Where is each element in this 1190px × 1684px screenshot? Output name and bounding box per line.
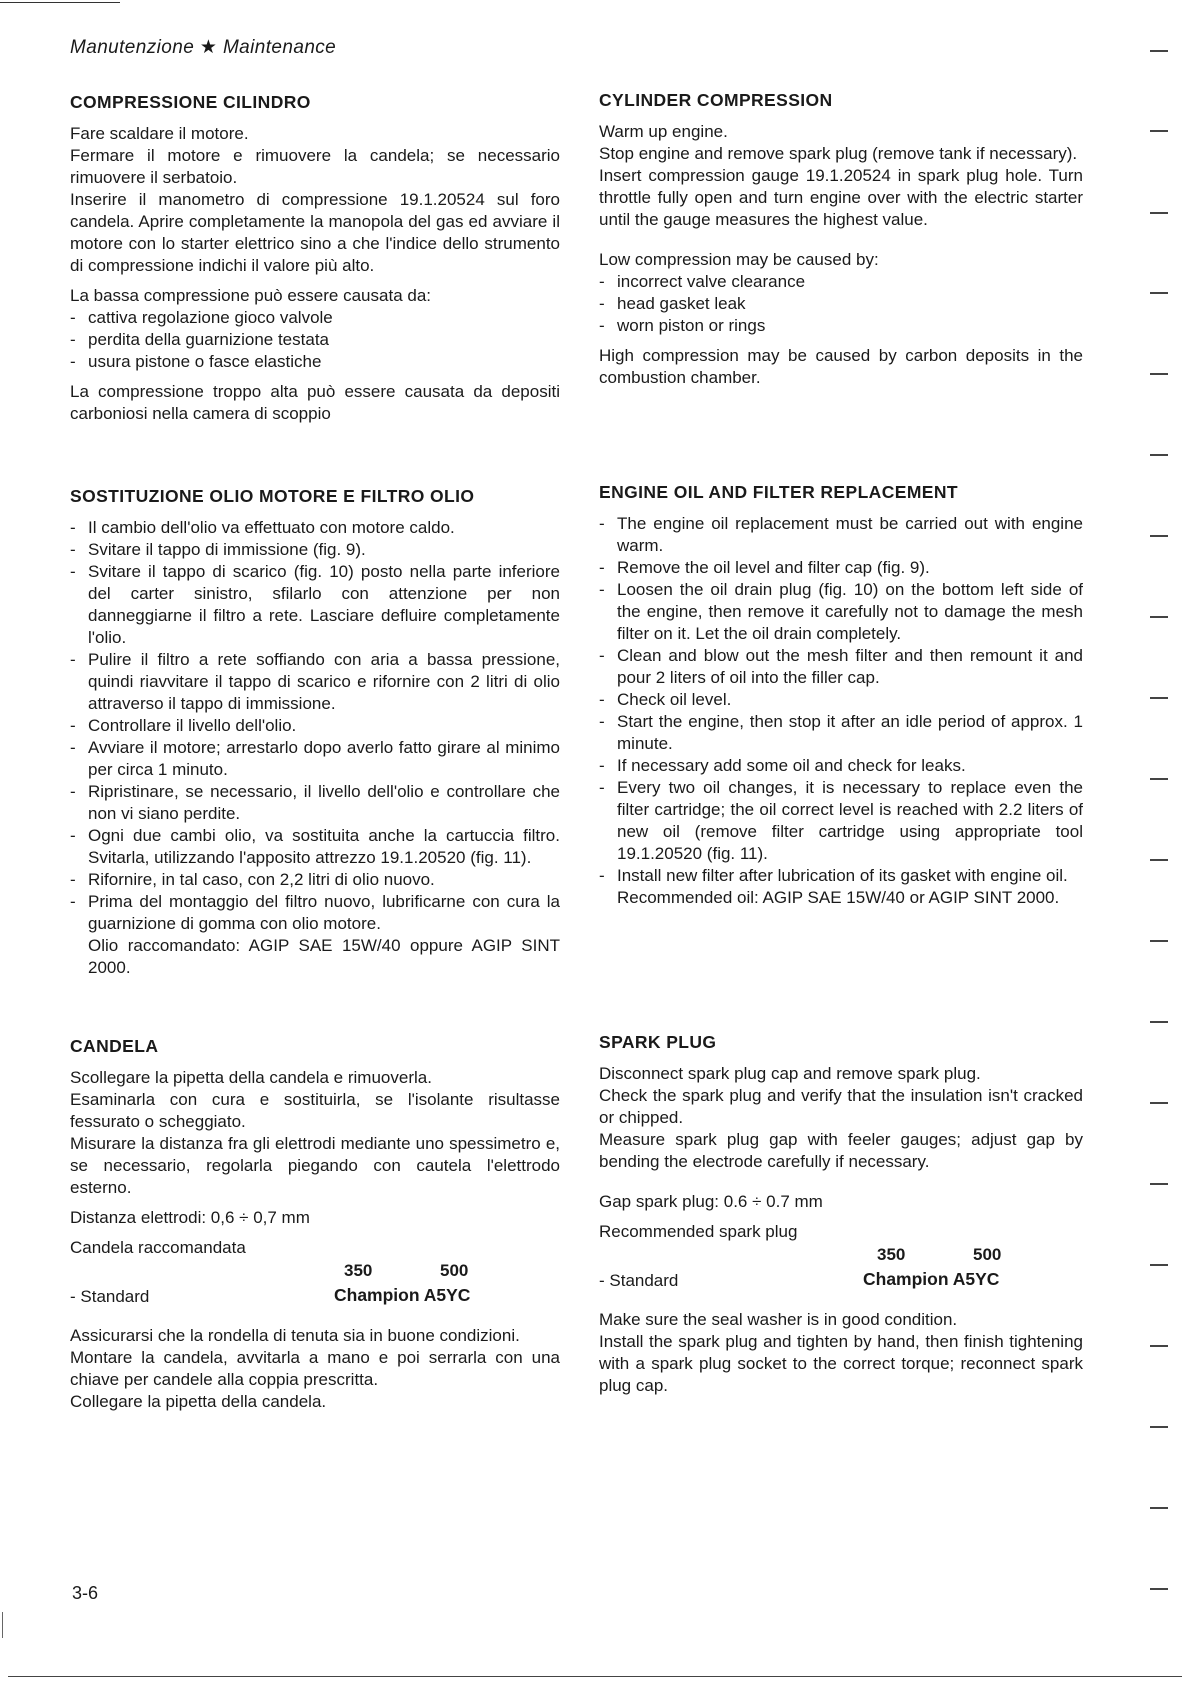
it-compression-p2: Fermare il motore e rimuovere la candela; se necessario rimuovere il serbatoio.: [70, 146, 560, 187]
it-oil-last-step: Prima del montaggio del filtro nuovo, lubrificarne con cura la guarnizione di gomma con olio motore.: [88, 892, 560, 933]
list-item: - Il cambio dell'olio va effettuato con motore caldo.: [70, 517, 560, 539]
list-item: - If necessary add some oil and check for leaks.: [599, 755, 1083, 777]
top-rule: [0, 2, 120, 3]
list-item: - Loosen the oil drain plug (fig. 10) on the bottom left side of the engine, then remove it carefully not to damage the mesh filter on it. Let the oil drain completely.: [599, 579, 1083, 645]
margin-tick: [1150, 940, 1168, 942]
list-item: - Start the engine, then stop it after an idle period of approx. 1 minute.: [599, 711, 1083, 755]
list-item: [70, 891, 560, 979]
en-col-500: 500: [973, 1245, 1002, 1264]
it-spark-title: CANDELA: [70, 1036, 159, 1056]
en-col-350: 350: [877, 1245, 906, 1264]
it-spark-p2: Esaminarla con cura e sostituirla, se l'isolante risultasse fessurato o scheggiato.: [70, 1090, 560, 1131]
list-item: - worn piston or rings: [599, 315, 1083, 337]
margin-tick: [1150, 859, 1168, 861]
en-spark-p3: Measure spark plug gap with feeler gauges; adjust gap by bending the electrode carefully if necessary.: [599, 1130, 1083, 1171]
margin-tick: [1150, 212, 1168, 214]
en-spark-p5: Install the spark plug and tighten by hand, then finish tightening with a spark plug socket to the correct torque; reconnect spark plug cap.: [599, 1332, 1083, 1395]
margin-tick: [1150, 1588, 1168, 1590]
it-col-500: 500: [440, 1261, 469, 1280]
list-item: - Ogni due cambi olio, va sostituita anche la cartuccia filtro. Svitarla, utilizzando l'apposito attrezzo 19.1.20520 (fig. 11).: [70, 825, 560, 869]
it-row-label: - Standard: [70, 1287, 150, 1306]
list-item: - Every two oil changes, it is necessary to replace even the filter cartridge; the oil correct level is reached with 2.2 liters of new oil (remove filter cartridge using appropriate tool 19.1.20520 (fig. 11).: [599, 777, 1083, 865]
list-item: - Rifornire, in tal caso, con 2,2 litri di olio nuovo.: [70, 869, 560, 891]
list-item: - incorrect valve clearance: [599, 271, 1083, 293]
it-oil-title: SOSTITUZIONE OLIO MOTORE E FILTRO OLIO: [70, 486, 475, 506]
en-spark-section: [599, 1032, 1083, 1405]
it-spark-section: [70, 1036, 560, 1421]
en-oil-steps: [599, 513, 1083, 909]
margin-tick: [1150, 1264, 1168, 1266]
list-item: - The engine oil replacement must be carried out with engine warm.: [599, 513, 1083, 557]
it-high-compression: La compressione troppo alta può essere causata da depositi carboniosi nella camera di scoppio: [70, 382, 560, 423]
it-low-causes-list: [70, 307, 560, 373]
en-compression-section: [599, 90, 1083, 397]
margin-tick: [1150, 373, 1168, 375]
page-number: 3-6: [72, 1583, 99, 1603]
en-oil-title: ENGINE OIL AND FILTER REPLACEMENT: [599, 482, 958, 502]
en-spark-p2: Check the spark plug and verify that the insulation isn't cracked or chipped.: [599, 1086, 1083, 1127]
en-spark-p4: Make sure the seal washer is in good condition.: [599, 1310, 958, 1329]
en-spark-p1: Disconnect spark plug cap and remove spark plug.: [599, 1064, 981, 1083]
list-item: - usura pistone o fasce elastiche: [70, 351, 560, 373]
it-oil-section: [70, 486, 560, 987]
margin-tick: [1150, 697, 1168, 699]
en-spark-gap: Gap spark plug: 0.6 ÷ 0.7 mm: [599, 1192, 823, 1211]
en-spark-recommended: Recommended spark plug: [599, 1222, 798, 1241]
it-compression-p3: Inserire il manometro di compressione 19.1.20524 sul foro candela. Aprire completamente la manopola del gas ed avviare il motore con lo starter elettrico sino a che l'indice dello strumento di compressione indichi il valore più alto.: [70, 190, 560, 275]
it-spark-p1: Scollegare la pipetta della candela e rimuoverla.: [70, 1068, 432, 1087]
it-oil-steps: [70, 517, 560, 979]
list-item: - cattiva regolazione gioco valvole: [70, 307, 560, 329]
it-compression-p1: Fare scaldare il motore.: [70, 124, 249, 143]
it-spark-p3: Misurare la distanza fra gli elettrodi mediante uno spessimetro e, se necessario, regolarla piegando con cautela l'elettrodo esterno.: [70, 1134, 560, 1197]
margin-tick: [1150, 1426, 1168, 1428]
list-item: - Avviare il motore; arrestarlo dopo averlo fatto girare al minimo per circa 1 minuto.: [70, 737, 560, 781]
list-item: - Controllare il livello dell'olio.: [70, 715, 560, 737]
it-spark-p5: Montare la candela, avvitarla a mano e poi serrarla con una chiave per candele alla coppia prescritta.: [70, 1348, 560, 1389]
list-item: - Svitare il tappo di scarico (fig. 10) posto nella parte inferiore del carter sinistro, sfilarlo con attenzione per non danneggiarne il filtro a rete. Lasciare defluire completamente l'olio.: [70, 561, 560, 649]
en-recommended-oil: Recommended oil: AGIP SAE 15W/40 or AGIP SINT 2000.: [617, 888, 1060, 907]
en-compression-p2: Stop engine and remove spark plug (remove tank if necessary).: [599, 144, 1078, 163]
margin-tick: [1150, 616, 1168, 618]
it-compression-section: [70, 92, 560, 433]
it-spark-p6: Collegare la pipetta della candela.: [70, 1392, 327, 1411]
list-item: - Pulire il filtro a rete soffiando con aria a bassa pressione, quindi riavvitare il tappo di scarico e rifornire con 2 litri di olio attraverso il tappo di immissione.: [70, 649, 560, 715]
en-low-intro: Low compression may be caused by:: [599, 250, 879, 269]
list-item: - Clean and blow out the mesh filter and then remount it and pour 2 liters of oil into the filler cap.: [599, 645, 1083, 689]
en-low-causes-list: [599, 271, 1083, 337]
margin-tick: [1150, 130, 1168, 132]
margin-tick: [1150, 1021, 1168, 1023]
margin-tick: [1150, 778, 1168, 780]
margin-tick: [1150, 1507, 1168, 1509]
en-compression-p1: Warm up engine.: [599, 122, 728, 141]
binding-mark: [2, 1612, 3, 1638]
it-low-intro: La bassa compressione può essere causata da:: [70, 286, 432, 305]
en-compression-p3: Insert compression gauge 19.1.20524 in spark plug hole. Turn throttle fully open and turn engine over with the electric starter until the gauge measures the highest value.: [599, 166, 1083, 229]
it-spark-table: [70, 1261, 560, 1317]
en-spark-title: SPARK PLUG: [599, 1032, 717, 1052]
it-col-350: 350: [344, 1261, 373, 1280]
list-item: - Remove the oil level and filter cap (fig. 9).: [599, 557, 1083, 579]
en-row-value: Champion A5YC: [863, 1269, 1000, 1289]
en-high-compression: High compression may be caused by carbon deposits in the combustion chamber.: [599, 346, 1083, 387]
en-row-label: - Standard: [599, 1271, 679, 1290]
margin-tick: [1150, 1102, 1168, 1104]
en-compression-title: CYLINDER COMPRESSION: [599, 90, 833, 110]
it-spark-gap: Distanza elettrodi: 0,6 ÷ 0,7 mm: [70, 1208, 310, 1227]
it-recommended-oil: Olio raccomandato: AGIP SAE 15W/40 oppure AGIP SINT 2000.: [88, 936, 560, 977]
list-item: - Check oil level.: [599, 689, 1083, 711]
list-item: - Ripristinare, se necessario, il livello dell'olio e controllare che non vi siano perdite.: [70, 781, 560, 825]
it-spark-p4: Assicurarsi che la rondella di tenuta sia in buone condizioni.: [70, 1326, 520, 1345]
list-item: [599, 865, 1083, 909]
en-oil-last-step: Install new filter after lubrication of its gasket with engine oil.: [617, 866, 1068, 885]
it-row-value: Champion A5YC: [334, 1285, 471, 1305]
en-oil-section: [599, 482, 1083, 917]
it-spark-recommended: Candela raccomandata: [70, 1238, 246, 1257]
margin-tick: [1150, 50, 1168, 52]
margin-tick: [1150, 454, 1168, 456]
bottom-rule: [8, 1676, 1182, 1677]
page-header: Manutenzione ★ Maintenance: [70, 37, 337, 58]
margin-tick: [1150, 1345, 1168, 1347]
margin-tick: [1150, 292, 1168, 294]
list-item: - Svitare il tappo di immissione (fig. 9).: [70, 539, 560, 561]
list-item: - perdita della guarnizione testata: [70, 329, 560, 351]
list-item: - head gasket leak: [599, 293, 1083, 315]
margin-tick: [1150, 1183, 1168, 1185]
en-spark-table: [599, 1245, 1083, 1301]
margin-tick: [1150, 535, 1168, 537]
it-compression-title: COMPRESSIONE CILINDRO: [70, 92, 311, 112]
